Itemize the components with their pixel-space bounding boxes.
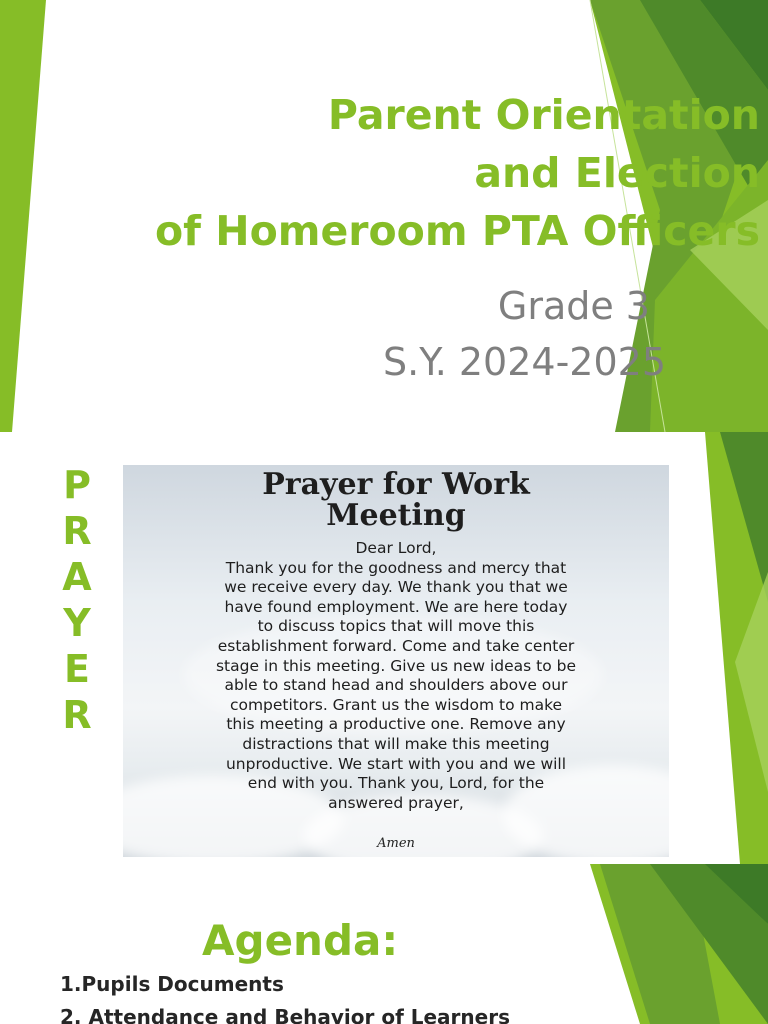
slide-agenda	[0, 864, 768, 1024]
page-title	[0, 86, 760, 260]
slide-prayer	[0, 432, 768, 864]
card-body-line: to discuss topics that will move this	[257, 617, 535, 636]
card-body-line: unproductive. We start with you and we will	[225, 754, 567, 773]
subtitle	[383, 278, 664, 390]
list-item: 2. Attendance and Behavior of Learners	[60, 1005, 510, 1024]
prayer-letter: A	[62, 555, 92, 599]
grade-text: Grade 3	[497, 284, 650, 328]
prayer-letter: Y	[63, 601, 91, 645]
card-body-line: Thank you for the goodness and mercy that	[225, 558, 567, 577]
card-body-line: answered prayer,	[328, 793, 464, 812]
prayer-letter: P	[63, 463, 91, 507]
card-body-line: we receive every day. We thank you that we	[224, 578, 568, 597]
signature: Amen	[377, 836, 415, 851]
prayer-card-image	[123, 465, 669, 857]
card-title-line: Meeting	[326, 498, 466, 533]
card-body-line: this meeting a productive one. Remove any	[226, 715, 566, 734]
list-item: 1.Pupils Documents	[60, 972, 284, 996]
agenda-list	[60, 968, 510, 1024]
school-year-text: S.Y. 2024-2025	[383, 340, 666, 384]
card-body-line: establishment forward. Come and take center	[217, 636, 575, 655]
prayer-letter: E	[64, 647, 90, 691]
card-body	[123, 539, 669, 813]
title-line: of Homeroom PTA Officers	[155, 207, 760, 255]
card-body-line: end with you. Thank you, Lord, for the	[247, 774, 545, 793]
card-title	[123, 469, 669, 531]
card-title-line: Prayer for Work	[262, 467, 530, 502]
title-line: Parent Orientation	[327, 91, 760, 139]
agenda-title: Agenda:	[202, 916, 399, 965]
card-body-line: competitors. Grant us the wisdom to make	[229, 695, 563, 714]
vertical-prayer-word	[57, 462, 97, 738]
title-line: and Election	[474, 149, 760, 197]
slide-title	[0, 0, 768, 432]
card-body-line: stage in this meeting. Give us new ideas to be	[215, 656, 577, 675]
card-body-line: distractions that will make this meeting	[242, 734, 550, 753]
prayer-letter: R	[62, 693, 92, 737]
card-body-line: able to stand head and shoulders above our	[224, 676, 568, 695]
card-body-line: have found employment. We are here today	[224, 597, 568, 616]
prayer-letter: R	[62, 509, 92, 553]
card-body-line: Dear Lord,	[355, 539, 437, 557]
